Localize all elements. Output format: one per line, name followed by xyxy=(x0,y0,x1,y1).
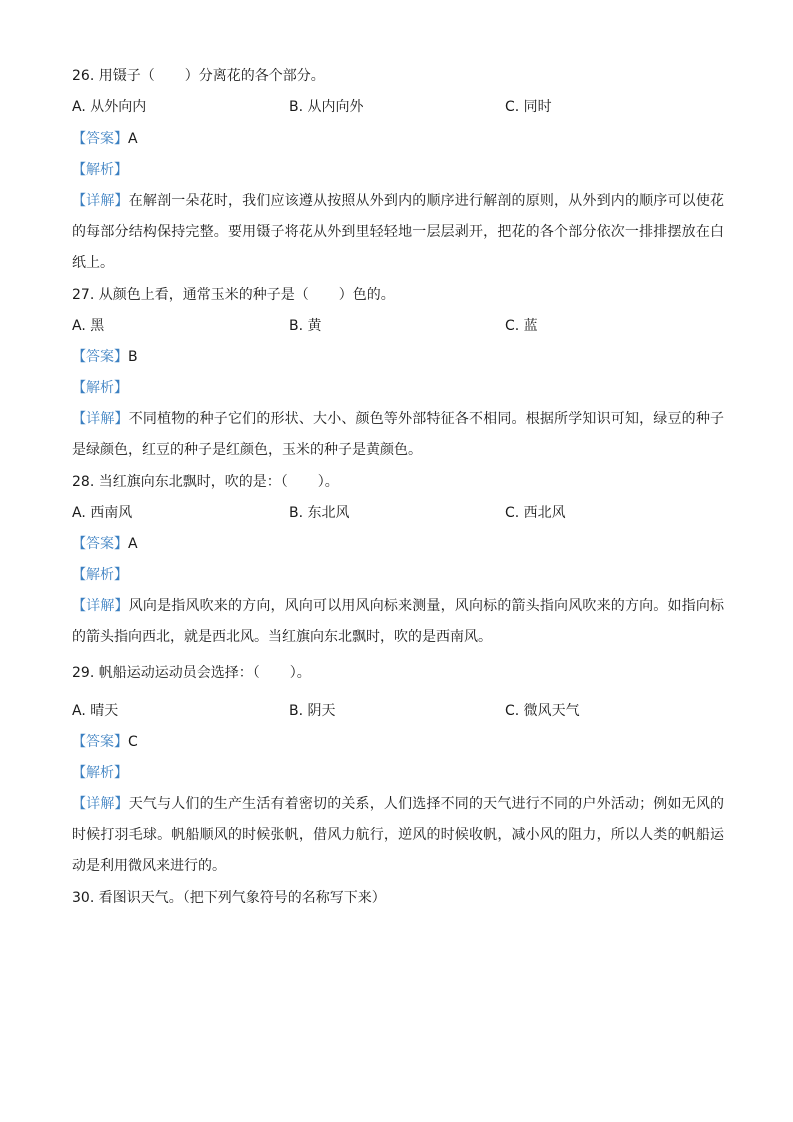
question-26-option-a: A. 从外向内 xyxy=(72,99,147,115)
question-29-stem: 29. 帆船运动运动员会选择：（ ）。 xyxy=(72,665,311,681)
question-29-option-b: B. 阴天 xyxy=(289,703,336,719)
answer-tag: 【答案】 xyxy=(72,349,128,365)
question-28-answer: 【答案】A xyxy=(72,536,138,552)
question-26-option-b: B. 从内向外 xyxy=(289,99,364,115)
question-27-answer: 【答案】B xyxy=(72,349,138,365)
question-28-option-c: C. 西北风 xyxy=(505,505,566,521)
question-28-option-b: B. 东北风 xyxy=(289,505,350,521)
answer-tag: 【答案】 xyxy=(72,536,128,552)
question-27-analysis-tag: 【解析】 xyxy=(72,380,128,396)
question-28-analysis-tag: 【解析】 xyxy=(72,567,128,583)
question-26-answer: 【答案】A xyxy=(72,131,138,147)
question-29-detail: 【详解】天气与人们的生产生活有着密切的关系，人们选择不同的天气进行不同的户外活动；例如无风的时候打羽毛球。帆船顺风的时候张帆，借风力航行，逆风的时候收帆，减小风的阻力，所以人类的帆船运动是利用微风来进行的。 xyxy=(72,796,725,874)
question-26-detail: 【详解】在解剖一朵花时，我们应该遵从按照从外到内的顺序进行解剖的原则，从外到内的顺序可以使花的每部分结构保持完整。要用镊子将花从外到里轻轻地一层层剥开，把花的各个部分依次一排排摆放在白纸上。 xyxy=(72,193,725,271)
question-29-answer: 【答案】C xyxy=(72,734,138,750)
question-27-option-c: C. 蓝 xyxy=(505,318,538,334)
question-27-option-a: A. 黑 xyxy=(72,318,105,334)
question-26-stem: 26. 用镊子（ ）分离花的各个部分。 xyxy=(72,68,325,84)
answer-tag: 【答案】 xyxy=(72,131,128,147)
question-29-analysis-tag: 【解析】 xyxy=(72,765,128,781)
question-27-option-b: B. 黄 xyxy=(289,318,322,334)
question-27-detail: 【详解】不同植物的种子它们的形状、大小、颜色等外部特征各不相同。根据所学知识可知，绿豆的种子是绿颜色，红豆的种子是红颜色，玉米的种子是黄颜色。 xyxy=(72,411,725,458)
question-27-stem: 27. 从颜色上看，通常玉米的种子是（ ）色的。 xyxy=(72,287,395,303)
question-28-stem: 28. 当红旗向东北飘时，吹的是：（ ）。 xyxy=(72,474,339,490)
question-28-detail: 【详解】风向是指风吹来的方向，风向可以用风向标来测量，风向标的箭头指向风吹来的方向。如指向标的箭头指向西北，就是西北风。当红旗向东北飘时，吹的是西南风。 xyxy=(72,598,725,645)
answer-tag: 【答案】 xyxy=(72,734,128,750)
question-30-stem: 30. 看图识天气。（把下列气象符号的名称写下来） xyxy=(72,890,386,906)
question-26-analysis-tag: 【解析】 xyxy=(72,162,128,178)
question-28-option-a: A. 西南风 xyxy=(72,505,133,521)
question-26-option-c: C. 同时 xyxy=(505,99,552,115)
question-29-option-a: A. 晴天 xyxy=(72,703,119,719)
question-29-option-c: C. 微风天气 xyxy=(505,703,580,719)
